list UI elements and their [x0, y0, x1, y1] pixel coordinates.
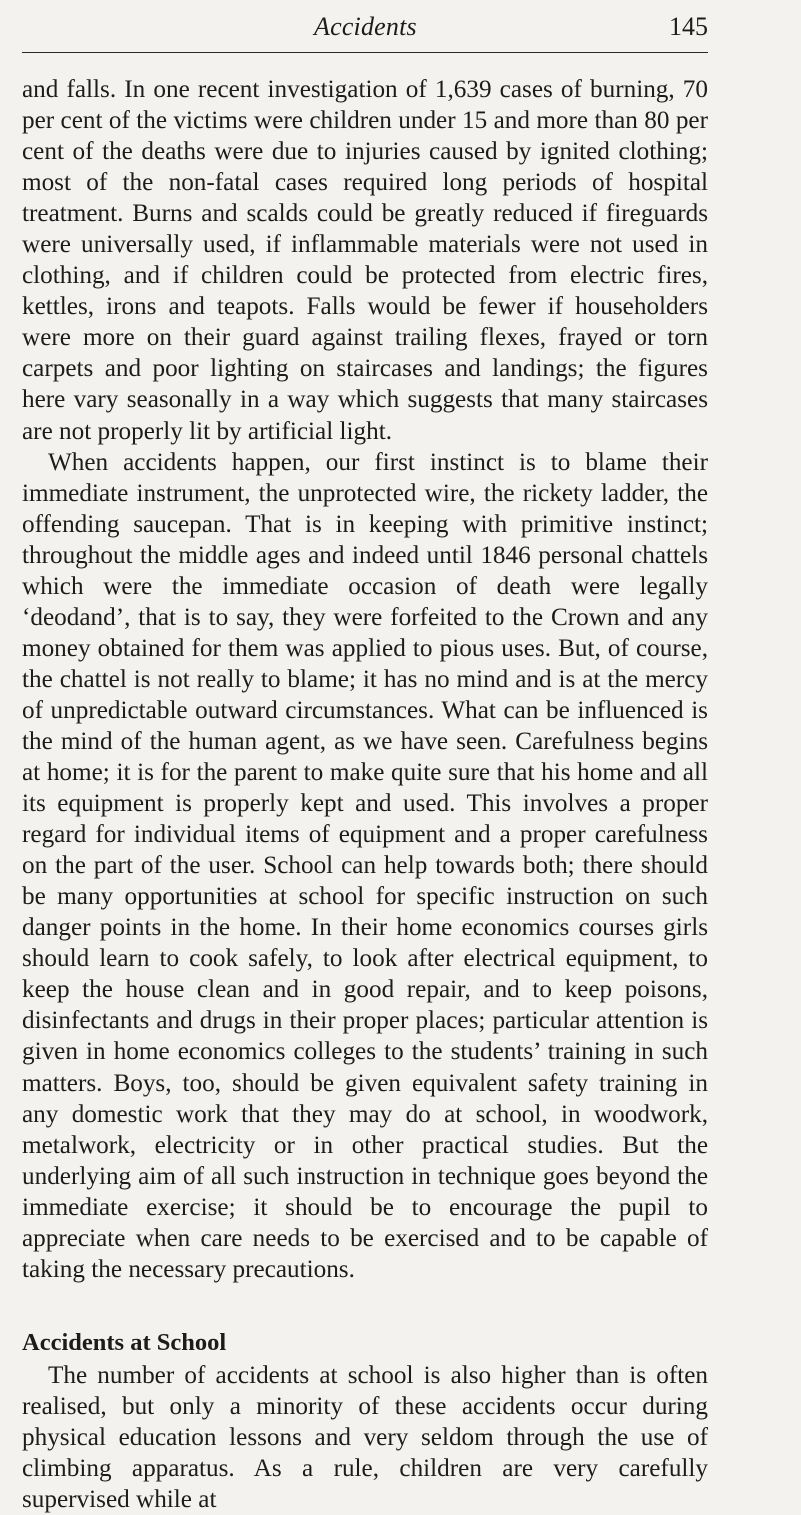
body-text	[22, 74, 708, 1515]
section-heading-accidents-at-school: Accidents at School	[22, 1328, 227, 1356]
page-number: 145	[669, 12, 708, 41]
paragraph-accidents-blame: When accidents happen, our first instinct is to blame their immediate instrument, the unprotected wire, the rickety ladder, the offending saucepan. That is in keeping with primitive instinct; throughout the middle ages and indeed until 1846 personal chattels which were the immediate occasion of death were legally ‘deodand’, that is to say, they were forfeited to the Crown and any money obtained for them was applied to pious uses. But, of course, the chattel is not really to blame; it has no mind and is at the mercy of unpredictable outward circumstances. What can be influenced is the mind of the human agent, as we have seen. Carefulness begins at home; it is for the parent to make quite sure that his home and all its equipment is properly kept and used. This involves a proper regard for individual items of equipment and a proper carefulness on the part of the user. School can help towards both; there should be many opportunities at school for specific instruction on such danger points in the home. In their home economics courses girls should learn to cook safely, to look after electrical equipment, to keep the house clean and in good repair, and to keep poisons, disinfectants and drugs in their proper places; particular attention is given in home economics colleges to the students’ training in such matters. Boys, too, should be given equivalent safety training in any domestic work that they may do at school, in woodwork, metalwork, electricity or in other practical studies. But the underlying aim of all such instruction in technique goes beyond the immediate exercise; it should be to encourage the pupil to appreciate when care needs to be exercised and to be capable of taking the necessary precautions.	[22, 448, 708, 1283]
running-header	[22, 6, 708, 53]
paragraph-accidents-at-school: The number of accidents at school is also higher than is often realised, but only a minority of these accidents occur during physical education lessons and very seldom through the use of climbing apparatus. As a rule, children are very carefully supervised while at	[22, 1361, 708, 1514]
running-title: Accidents	[314, 12, 417, 41]
paragraph-continued: and falls. In one recent investigation of 1,639 cases of burning, 70 per cent of the victims were children under 15 and more than 80 per cent of the deaths were due to injuries caused by ignited clothing; most of the non-fatal cases required long periods of hospital treatment. Burns and scalds could be greatly reduced if fireguards were universally used, if inflammable materials were not used in clothing, and if children could be protected from electric fires, kettles, irons and teapots. Falls would be fewer if householders were more on their guard against trailing flexes, frayed or torn carpets and poor lighting on staircases and landings; the figures here vary seasonally in a way which suggests that many staircases are not properly lit by artificial light.	[22, 76, 708, 445]
